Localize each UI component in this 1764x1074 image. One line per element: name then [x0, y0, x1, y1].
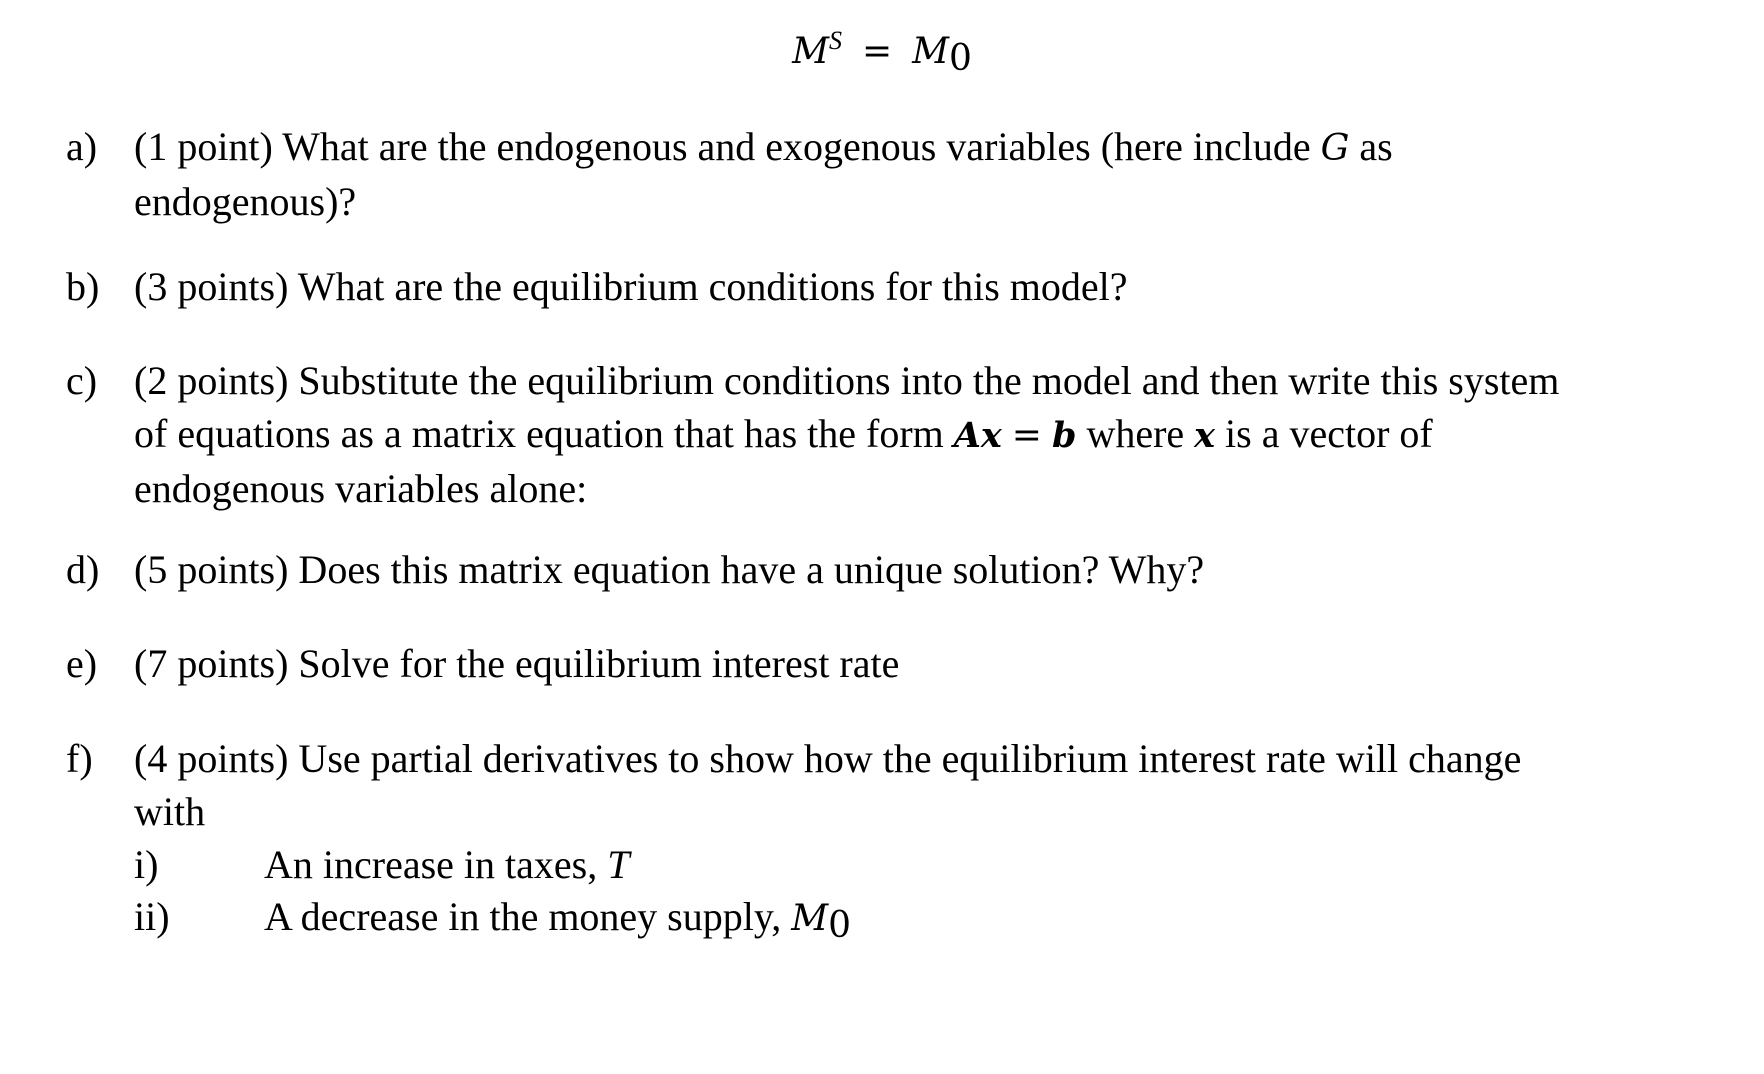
question-f-label: f) [66, 736, 93, 781]
question-f-sub-i [134, 838, 1726, 890]
question-e-label: e) [66, 641, 98, 686]
money-supply-equation [0, 22, 1764, 80]
question-a [66, 120, 1726, 228]
sub-ii-label: ii) [134, 894, 170, 939]
question-a-line1-post: as [1359, 124, 1393, 169]
question-c-line2-mid: where [1086, 411, 1185, 456]
sub-i-label: i) [134, 842, 159, 887]
question-f-line2: with [134, 789, 206, 834]
question-c-line3: endogenous variables alone: [134, 466, 588, 511]
question-e [66, 637, 1726, 690]
question-a-label: a) [66, 124, 98, 169]
sub-i-text: An increase in taxes, [264, 842, 598, 887]
matrix-eq-operator: = [1011, 415, 1042, 456]
eq-lhs-sup: S [828, 26, 842, 55]
question-f-sub-ii [134, 890, 1726, 946]
vector-x: x [980, 415, 1002, 456]
question-d-text: (5 points) Does this matrix equation have a unique solution? Why? [134, 547, 1205, 592]
vector-x-ref: x [1194, 415, 1216, 456]
question-f-line1: (4 points) Use partial derivatives to show how the equilibrium interest rate will change [134, 736, 1522, 781]
question-a-line2: endogenous)? [134, 179, 357, 224]
question-b [66, 260, 1726, 313]
question-a-line1-pre: (1 point) What are the endogenous and exogenous variables (here include [134, 124, 1311, 169]
eq-operator: = [861, 31, 893, 72]
question-c-label: c) [66, 358, 98, 403]
sub-i-var: T [607, 842, 630, 887]
question-c-line1: (2 points) Substitute the equilibrium conditions into the model and then write this system [134, 358, 1560, 403]
question-c [66, 354, 1726, 515]
eq-lhs: M [792, 31, 829, 72]
vector-b: b [1051, 415, 1077, 456]
eq-rhs-sub: 0 [949, 38, 972, 79]
question-a-var: G [1320, 128, 1350, 169]
matrix-A: A [953, 415, 981, 456]
question-c-line2-pre: of equations as a matrix equation that has the form [134, 411, 944, 456]
eq-rhs: M [912, 31, 949, 72]
question-d [66, 543, 1726, 596]
question-f [66, 732, 1726, 946]
question-b-label: b) [66, 264, 100, 309]
sub-ii-var: M [791, 898, 829, 939]
question-e-text: (7 points) Solve for the equilibrium interest rate [134, 641, 900, 686]
sub-ii-var-sub: 0 [828, 905, 852, 946]
sub-ii-text: A decrease in the money supply, [264, 894, 782, 939]
question-b-text: (3 points) What are the equilibrium conditions for this model? [134, 264, 1128, 309]
question-c-line2-post: is a vector of [1225, 411, 1433, 456]
question-d-label: d) [66, 547, 100, 592]
